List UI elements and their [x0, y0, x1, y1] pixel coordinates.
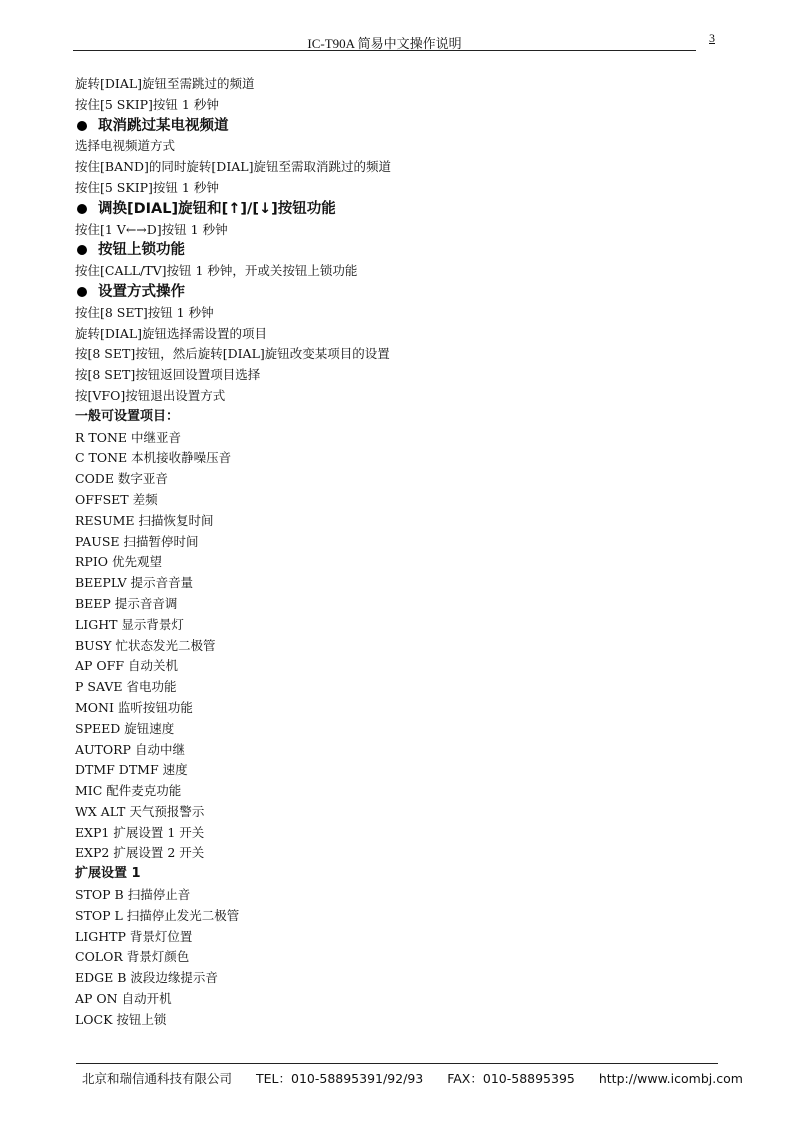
text-line: STOP L 扫描停止发光二极管: [75, 907, 240, 923]
section-heading-text: 取消跳过某电视频道: [98, 117, 229, 134]
text-line: AUTORP 自动中继: [75, 741, 185, 757]
text-line: 旋转[DIAL]旋钮至需跳过的频道: [75, 76, 255, 91]
footer-fax: FAX：010-58895395: [447, 1071, 575, 1086]
text-line: BUSY 忙状态发光二极管: [75, 637, 216, 653]
text-line: PAUSE 扫描暂停时间: [75, 533, 199, 549]
footer-divider: [76, 1063, 718, 1064]
header-title: IC-T90A 简易中文操作说明: [307, 36, 462, 51]
text-line: R TONE 中继亚音: [75, 429, 182, 445]
text-line: AP ON 自动开机: [75, 991, 172, 1007]
text-line: WX ALT 天气预报警示: [75, 803, 205, 819]
footer-url: http://www.icombj.com: [598, 1071, 743, 1086]
section-heading-text: 按钮上锁功能: [98, 242, 185, 259]
text-line: C TONE 本机接收静噪压音: [75, 450, 232, 466]
text-line: 按住[8 SET]按钮 1 秒钟: [75, 304, 214, 320]
text-line: RESUME 扫描恢复时间: [75, 512, 214, 528]
bullet-icon: [77, 121, 87, 131]
section-heading: [75, 116, 715, 137]
text-line: 按[8 SET]按钮，然后旋转[DIAL]旋钮改变某项目的设置: [75, 346, 390, 362]
bullet-icon: [77, 287, 87, 297]
text-line: 按[8 SET]按钮返回设置项目选择: [75, 367, 261, 383]
text-line: MONI 监听按钮功能: [75, 699, 193, 715]
text-line: EDGE B 波段边缘提示音: [75, 970, 218, 986]
text-line: LIGHTP 背景灯位置: [75, 928, 193, 944]
section-heading: [75, 199, 715, 220]
bullet-icon: [77, 245, 87, 255]
section-heading-text: 设置方式操作: [98, 283, 185, 300]
document-body: [75, 74, 715, 1031]
text-line: DTMF DTMF 速度: [75, 762, 188, 778]
footer-company: 北京和瑞信通科技有限公司: [82, 1071, 233, 1086]
text-line: BEEP 提示音音调: [75, 595, 178, 611]
bullet-icon: [77, 204, 87, 214]
section-heading: [75, 282, 715, 303]
text-line: LIGHT 显示背景灯: [75, 616, 184, 632]
text-line: STOP B 扫描停止音: [75, 887, 191, 903]
page-footer: [82, 1069, 743, 1087]
text-line: 按住[5 SKIP]按钮 1 秒钟: [75, 96, 219, 112]
section-heading-text: 调换[DIAL]旋钮和[↑]/[↓]按钮功能: [98, 200, 336, 217]
text-line: MIC 配件麦克功能: [75, 783, 182, 799]
list-label: 扩展设置 1: [75, 866, 141, 882]
text-line: EXP1 扩展设置 1 开关: [75, 824, 205, 840]
text-line: 按住[1 V←→D]按钮 1 秒钟: [75, 221, 228, 237]
text-line: 按住[BAND]的同时旋转[DIAL]旋钮至需取消跳过的频道: [75, 159, 391, 175]
text-line: CODE 数字亚音: [75, 471, 168, 487]
text-line: P SAVE 省电功能: [75, 679, 177, 695]
footer-tel: TEL：010-58895391/92/93: [256, 1071, 424, 1086]
text-line: COLOR 背景灯颜色: [75, 949, 190, 965]
text-line: SPEED 旋钮速度: [75, 720, 175, 736]
text-line: 按住[5 SKIP]按钮 1 秒钟: [75, 179, 219, 195]
text-line: 按[VFO]按钮退出设置方式: [75, 387, 226, 403]
text-line: EXP2 扩展设置 2 开关: [75, 845, 205, 861]
page-number: 3: [709, 31, 715, 45]
text-line: 旋转[DIAL]旋钮选择需设置的项目: [75, 325, 268, 341]
text-line: RPIO 优先观望: [75, 554, 162, 570]
text-line: AP OFF 自动关机: [75, 658, 178, 674]
text-line: BEEPLV 提示音音量: [75, 575, 194, 591]
section-heading: [75, 240, 715, 261]
page-header: [73, 28, 696, 51]
text-line: OFFSET 差频: [75, 491, 158, 507]
text-line: 选择电视频道方式: [75, 138, 176, 154]
text-line: LOCK 按钮上锁: [75, 1011, 167, 1027]
text-line: 按住[CALL/TV]按钮 1 秒钟，开或关按钮上锁功能: [75, 263, 358, 279]
list-label: 一般可设置项目：: [75, 408, 180, 424]
